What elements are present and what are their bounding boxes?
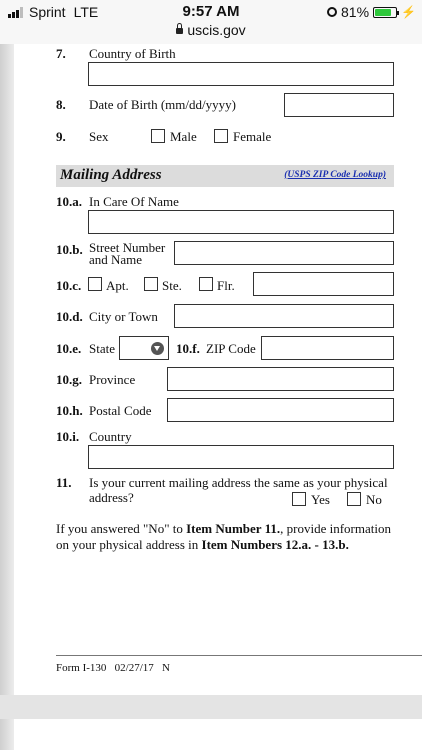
postal-code-input[interactable] [167, 398, 394, 422]
page-gap [0, 695, 422, 719]
form-footer: Form I-130 02/27/17 N [56, 662, 170, 674]
flr-checkbox[interactable] [199, 277, 213, 291]
item-number: 8. [56, 97, 66, 112]
postal-code-label: Postal Code [89, 403, 152, 418]
carrier-name: Sprint [29, 4, 66, 20]
battery-percent: 81% [341, 4, 370, 20]
item-number: 10.i. [56, 429, 80, 444]
battery-fill [375, 9, 391, 16]
flr-label: Flr. [217, 278, 235, 293]
page-edge [0, 44, 14, 750]
lock-icon [176, 28, 183, 34]
apt-checkbox[interactable] [88, 277, 102, 291]
usps-zip-lookup-link[interactable]: (USPS ZIP Code Lookup) [284, 170, 386, 180]
battery-icon [373, 7, 397, 18]
city-label: City or Town [89, 309, 158, 324]
same-address-yes-checkbox[interactable] [292, 492, 306, 506]
sex-male-label: Male [170, 129, 197, 144]
province-label: Province [89, 372, 136, 387]
item-number: 10.d. [56, 309, 83, 324]
in-care-of-label: In Care Of Name [89, 194, 179, 209]
in-care-of-input[interactable] [88, 210, 394, 234]
province-input[interactable] [167, 367, 394, 391]
item-number: 10.c. [56, 278, 82, 293]
footer-divider [56, 655, 422, 656]
country-input[interactable] [88, 445, 394, 469]
item-number: 10.f. [176, 341, 200, 356]
item-number: 7. [56, 46, 66, 61]
instruction-text: If you answered "No" to Item Number 11., provide information on your physical address in Item Numbers 12.a. - 13.b. [56, 521, 391, 552]
item-number: 10.e. [56, 341, 82, 356]
sex-female-checkbox[interactable] [214, 129, 228, 143]
section-title: Mailing Address [60, 167, 162, 183]
url-text: uscis.gov [187, 22, 246, 38]
same-address-question: Is your current mailing address the same as your physical address? [89, 475, 388, 505]
country-of-birth-input[interactable] [88, 62, 394, 86]
unit-number-input[interactable] [253, 272, 394, 296]
sex-female-label: Female [233, 129, 272, 144]
zip-label: ZIP Code [206, 341, 256, 356]
street-label: Street Number and Name [89, 240, 166, 267]
clock: 9:57 AM [182, 3, 240, 20]
date-of-birth-input[interactable] [284, 93, 394, 117]
date-of-birth-label: Date of Birth (mm/dd/yyyy) [89, 97, 236, 112]
zip-input[interactable] [261, 336, 394, 360]
item-number: 10.a. [56, 194, 82, 209]
item-number: 10.g. [56, 372, 82, 387]
country-label: Country [89, 429, 132, 444]
address-bar[interactable] [0, 22, 422, 38]
same-address-no-checkbox[interactable] [347, 492, 361, 506]
item-number: 9. [56, 129, 66, 144]
ste-checkbox[interactable] [144, 277, 158, 291]
sex-male-checkbox[interactable] [151, 129, 165, 143]
sex-label: Sex [89, 129, 109, 144]
system-indicators [327, 4, 416, 20]
network-type: LTE [73, 4, 99, 20]
street-input[interactable] [174, 241, 394, 265]
chevron-down-icon [151, 342, 164, 355]
country-of-birth-label: Country of Birth [89, 46, 176, 61]
charging-bolt-icon: ⚡ [401, 5, 416, 19]
apt-label: Apt. [106, 278, 129, 293]
city-input[interactable] [174, 304, 394, 328]
no-label: No [366, 492, 382, 507]
state-select[interactable] [119, 336, 169, 360]
mailing-address-header [56, 165, 394, 187]
item-number: 10.b. [56, 242, 83, 257]
state-label: State [89, 341, 115, 356]
ste-label: Ste. [162, 278, 182, 293]
yes-label: Yes [311, 492, 330, 507]
item-number: 10.h. [56, 403, 83, 418]
item-number: 11. [56, 475, 72, 490]
status-bar [0, 0, 422, 45]
alarm-icon [327, 7, 337, 17]
next-form-page [14, 719, 422, 750]
